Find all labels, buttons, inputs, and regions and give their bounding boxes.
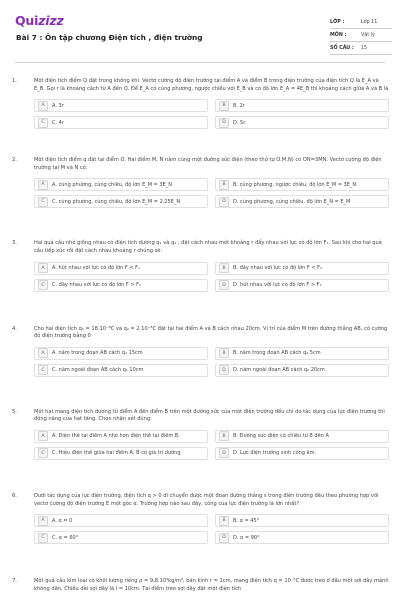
option-letter-badge: C: [38, 280, 48, 290]
quizizz-logo: [15, 13, 64, 28]
question-item: [12, 157, 392, 208]
option-text: A. cùng phương, cùng chiều, độ lớn E_M = 3E_N: [52, 181, 172, 188]
option-text: C. cùng phương, cùng chiều, độ lớn E_M = 2,25E_N: [52, 198, 181, 205]
option-text: A. nằm trong đoạn AB cách q₁ 15cm: [52, 350, 143, 357]
option-letter-badge: B: [219, 263, 229, 273]
answer-option-c[interactable]: [34, 116, 208, 129]
option-text: B. Đường sức điện có chiều từ B đến A: [233, 433, 329, 440]
question-number: 7.: [12, 578, 17, 585]
answer-option-b[interactable]: [215, 178, 389, 191]
answer-option-b[interactable]: [215, 262, 389, 275]
answer-option-a[interactable]: [34, 99, 208, 112]
option-letter-badge: A: [38, 348, 48, 358]
answer-option-c[interactable]: [34, 364, 208, 377]
meta-row-subject: [330, 29, 392, 42]
answer-option-d[interactable]: [215, 195, 389, 208]
answer-options: [34, 430, 389, 460]
option-letter-badge: D: [219, 280, 229, 290]
question-item: [12, 326, 392, 377]
option-text: C. nằm ngoài đoạn AB cách q₁ 10cm: [52, 367, 144, 374]
option-letter-badge: B: [219, 101, 229, 111]
option-letter-badge: C: [38, 365, 48, 375]
option-letter-badge: C: [38, 118, 48, 128]
answer-option-d[interactable]: [215, 531, 389, 544]
question-number: 2.: [12, 157, 17, 164]
question-item: [12, 493, 392, 544]
option-text: C. α = 60°: [52, 534, 79, 541]
logo-text-suffix: zizz: [38, 13, 64, 28]
answer-option-a[interactable]: [34, 262, 208, 275]
option-letter-badge: B: [219, 431, 229, 441]
question-text: Một hạt mang điện tích dương từ điểm A đến điểm B trên một đường sức của một điện trường đều chỉ do tác dụng của lực điện trường thì động năng của hạt tăng. Chọn nhận xét đúng:: [34, 408, 385, 423]
answer-options: [34, 99, 389, 129]
header-divider: [15, 62, 385, 63]
question-text: Dưới tác dụng của lực điện trường, điện tích q > 0 di chuyển được một đoạn đường thẳng s trong điện trường đều theo phương hợp với vectơ cường độ điện trường E một góc α. Trường hợp nào sau đây, công của lực điện trường là lớn nhất?: [34, 492, 379, 507]
logo-text-prefix: Qui: [15, 13, 39, 28]
option-text: A. α = 0: [52, 517, 73, 524]
option-text: D. cùng phương, cùng chiều, độ lớn E_N = E_M: [233, 198, 351, 205]
question-item: [12, 578, 392, 593]
answer-option-d[interactable]: [215, 447, 389, 460]
option-letter-badge: A: [38, 516, 48, 526]
question-item: [12, 240, 392, 291]
answer-options: [34, 262, 389, 292]
answer-option-b[interactable]: [215, 514, 389, 527]
answer-options: [34, 347, 389, 377]
question-item: [12, 78, 392, 129]
option-letter-badge: A: [38, 431, 48, 441]
answer-option-a[interactable]: [34, 430, 208, 443]
option-letter-badge: D: [219, 448, 229, 458]
answer-option-b[interactable]: [215, 430, 389, 443]
option-letter-badge: B: [219, 516, 229, 526]
option-letter-badge: D: [219, 197, 229, 207]
option-letter-badge: C: [38, 448, 48, 458]
meta-value: Vật lý: [361, 32, 375, 38]
meta-row-count: [330, 42, 392, 55]
option-letter-badge: A: [38, 180, 48, 190]
meta-value: Lớp 11: [361, 19, 378, 25]
worksheet-title: Bài 7 : Ôn tập chương Điện tích , điện trường: [16, 33, 203, 42]
meta-row-class: [330, 16, 392, 29]
option-text: D. nằm ngoài đoạn AB cách q₂ 20cm: [233, 367, 325, 374]
meta-key: MÔN :: [330, 32, 347, 38]
answer-option-c[interactable]: [34, 447, 208, 460]
option-letter-badge: B: [219, 180, 229, 190]
meta-value: 15: [361, 45, 368, 51]
answer-option-b[interactable]: [215, 99, 389, 112]
option-text: D. hút nhau với lực có độ lớn F > F₁: [233, 282, 322, 289]
option-text: A. 3r: [52, 102, 64, 109]
option-text: B. nằm trong đoạn AB cách q₂ 5cm: [233, 350, 321, 357]
option-letter-badge: D: [219, 365, 229, 375]
answer-option-c[interactable]: [34, 279, 208, 292]
question-text: Hai quả cầu nhỏ giống nhau có điện tích dương q₁ và q₂ , đặt cách nhau một khoảng r đẩy nhau với lực có độ lớn F₁. Sau khi cho hai quả cầu tiếp xúc rồi đặt cách nhau khoảng r chúng sẽ:: [34, 240, 382, 254]
option-text: A. hút nhau với lực có độ lớn F < F₁: [52, 265, 141, 272]
option-letter-badge: B: [219, 348, 229, 358]
meta-key: LỚP :: [330, 19, 345, 25]
answer-option-b[interactable]: [215, 347, 389, 360]
worksheet-meta: [330, 16, 392, 55]
answer-option-d[interactable]: [215, 364, 389, 377]
option-text: B. cùng phương, ngược chiều, độ lớn E_M = 3E_N: [233, 181, 357, 188]
option-letter-badge: A: [38, 263, 48, 273]
question-text: Một quả cầu kim loại có khối lượng riêng ρ = 9,8.10³kg/m³, bán kính r = 1cm, mang điện tích q = 10⁻⁵C được treo ở đầu một sợi dây mảnh không dãn. Chiều dài sợi dây là l = 10cm. Tại điểm treo sợi dây đặt một điện tích: [34, 578, 389, 592]
option-text: C. 4r: [52, 119, 64, 126]
option-letter-badge: D: [219, 118, 229, 128]
answer-option-c[interactable]: [34, 531, 208, 544]
option-letter-badge: C: [38, 197, 48, 207]
option-text: B. đẩy nhau với lực có độ lớn F < F₁: [233, 265, 322, 272]
question-number: 4.: [12, 325, 17, 332]
answer-option-a[interactable]: [34, 347, 208, 360]
option-text: A. Điện thế tại điểm A nhỏ hơn điện thế tại điểm B.: [52, 433, 180, 440]
option-letter-badge: D: [219, 533, 229, 543]
answer-options: [34, 514, 389, 544]
option-text: B. 2r: [233, 102, 245, 109]
option-text: D. α = 90°: [233, 534, 260, 541]
answer-option-d[interactable]: [215, 116, 389, 129]
question-number: 1.: [12, 78, 17, 84]
question-text: Cho hai điện tích q₁ = 18.10⁻⁸C và q₂ = 2.10⁻⁸C đặt tại hai điểm A và B cách nhau 20cm. Vị trí của điểm M trên đường thẳng AB, có cường độ điện trường bằng 0: [34, 325, 388, 340]
question-text: Một điện tích điểm q đặt tại điểm O. Hai điểm M, N nằm cùng một đường sức điện (theo thứ tự O,M,N) có ON=3MN. Vectơ cường độ điện trường tại M và N có:: [34, 157, 382, 171]
answer-option-a[interactable]: [34, 178, 208, 191]
option-text: C. Hiệu điện thế giữa hai điểm A, B có giá trị dương: [52, 450, 181, 457]
question-number: 5.: [12, 408, 17, 415]
option-text: D. Lực điện trường sinh công âm.: [233, 450, 317, 457]
answer-options: [34, 178, 389, 208]
question-list: [12, 78, 392, 600]
question-number: 6.: [12, 492, 17, 499]
option-text: C. đẩy nhau với lực có độ lớn F > F₁: [52, 282, 142, 289]
option-text: D. 5r: [233, 119, 246, 126]
option-letter-badge: C: [38, 533, 48, 543]
answer-option-a[interactable]: [34, 514, 208, 527]
question-item: [12, 409, 392, 460]
question-text: Một điện tích điểm Q đặt trong không khí. Vectơ cường độ điện trường tại điểm A và điểm B trong điện trường của điện tích Q là E_A và E_B. Gọi r là khoảng cách từ A đến Q. Để E_A có cùng phương, ngược chiều với E_B và có độ lớn E_A = 4E_B thì khoảng cách giữa A và B là: [34, 78, 389, 92]
option-letter-badge: A: [38, 101, 48, 111]
option-text: B. α = 45°: [233, 517, 260, 524]
answer-option-c[interactable]: [34, 195, 208, 208]
meta-key: SỐ CÂU :: [330, 45, 354, 51]
question-number: 3.: [12, 240, 17, 247]
answer-option-d[interactable]: [215, 279, 389, 292]
